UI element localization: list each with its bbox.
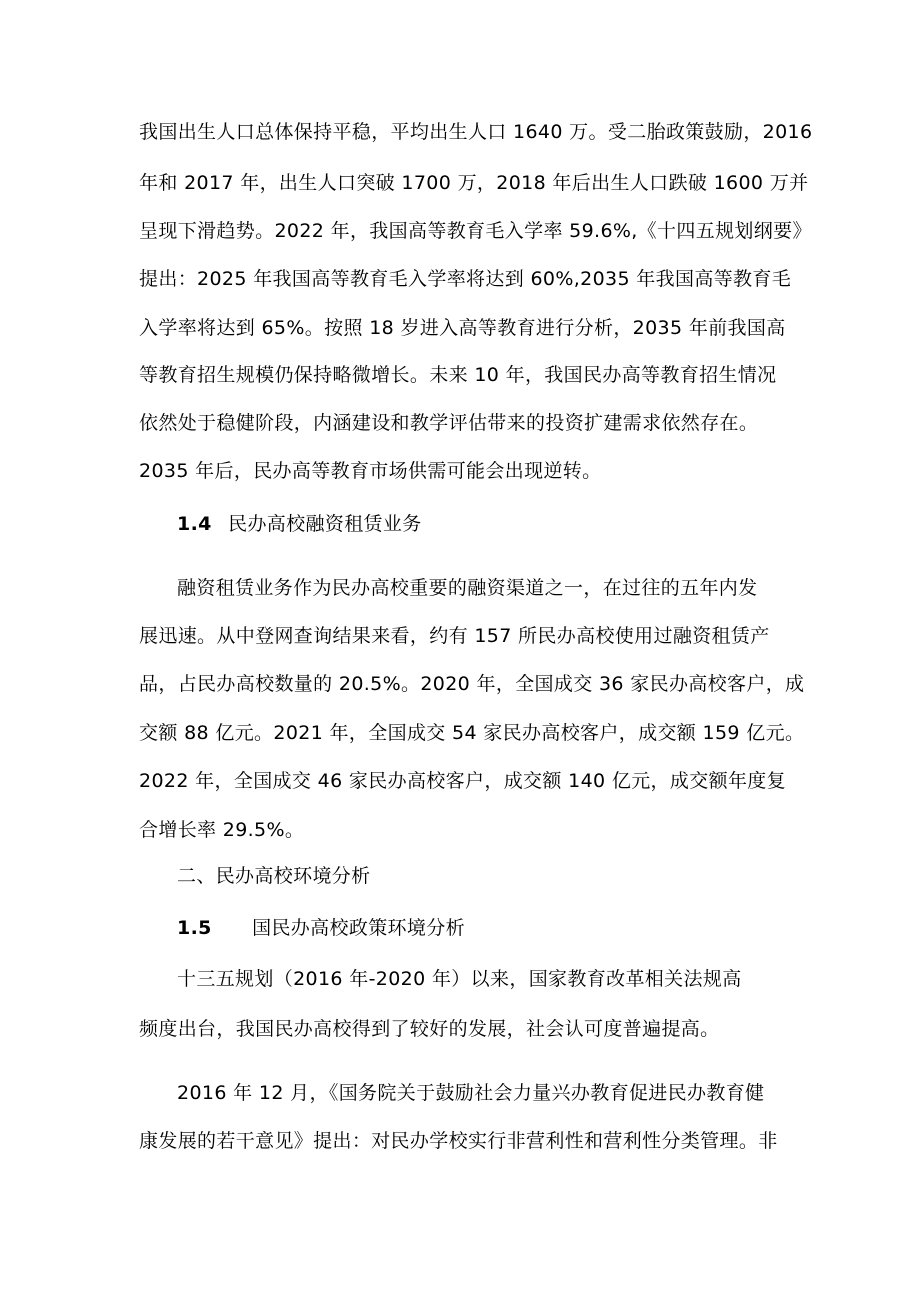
text-line: 融资租赁业务作为民办高校重要的融资渠道之一，在过往的五年内发 [177, 577, 758, 599]
section-number: 1.4 [177, 513, 212, 535]
text-line: 交额 88 亿元。2021 年，全国成交 54 家民办高校客户，成交额 159 亿元。 [139, 722, 805, 744]
text-line: 品，占民办高校数量的 20.5%。2020 年，全国成交 36 家民办高校客户，成 [139, 673, 805, 695]
section-number: 1.5 [177, 917, 212, 939]
text-line: 2022 年，全国成交 46 家民办高校客户，成交额 140 亿元，成交额年度复 [139, 770, 786, 792]
text-line: 合增长率 29.5%。 [139, 819, 305, 841]
section-heading-2: 二、民办高校环境分析 [177, 865, 371, 887]
text-line: 年和 2017 年，出生人口突破 1700 万，2018 年后出生人口跌破 1600 万并 [139, 172, 809, 194]
text-line: 康发展的若干意见》提出：对民办学校实行非营利性和营利性分类管理。非 [139, 1130, 778, 1152]
text-line: 依然处于稳健阶段，内涵建设和教学评估带来的投资扩建需求依然存在。 [139, 412, 759, 434]
text-line: 频度出台，我国民办高校得到了较好的发展，社会认可度普遍提高。 [139, 1018, 720, 1040]
text-line: 等教育招生规模仍保持略微增长。未来 10 年，我国民办高等教育招生情况 [139, 364, 777, 386]
text-line: 我国出生人口总体保持平稳，平均出生人口 1640 万。受二胎政策鼓励，2016 [139, 121, 813, 143]
text-line: 十三五规划（2016 年-2020 年）以来，国家教育改革相关法规高 [177, 968, 742, 990]
text-line: 展迅速。从中登网查询结果来看，约有 157 所民办高校使用过融资租赁产 [139, 625, 770, 647]
section-title: 民办高校融资租赁业务 [228, 513, 422, 535]
section-heading-1-5 [177, 915, 465, 941]
section-title: 国民办高校政策环境分析 [252, 917, 465, 939]
text-line: 入学率将达到 65%。按照 18 岁进入高等教育进行分析，2035 年前我国高 [139, 317, 786, 339]
text-line: 2016 年 12 月，《国务院关于鼓励社会力量兴办教育促进民办教育健 [177, 1082, 765, 1104]
text-line: 呈现下滑趋势。2022 年，我国高等教育毛入学率 59.6%,《十四五规划纲要》 [139, 220, 812, 242]
text-line: 提出：2025 年我国高等教育毛入学率将达到 60%,2035 年我国高等教育毛 [139, 268, 792, 290]
text-line: 2035 年后，民办高等教育市场供需可能会出现逆转。 [139, 460, 602, 482]
section-heading-1-4 [177, 511, 422, 537]
